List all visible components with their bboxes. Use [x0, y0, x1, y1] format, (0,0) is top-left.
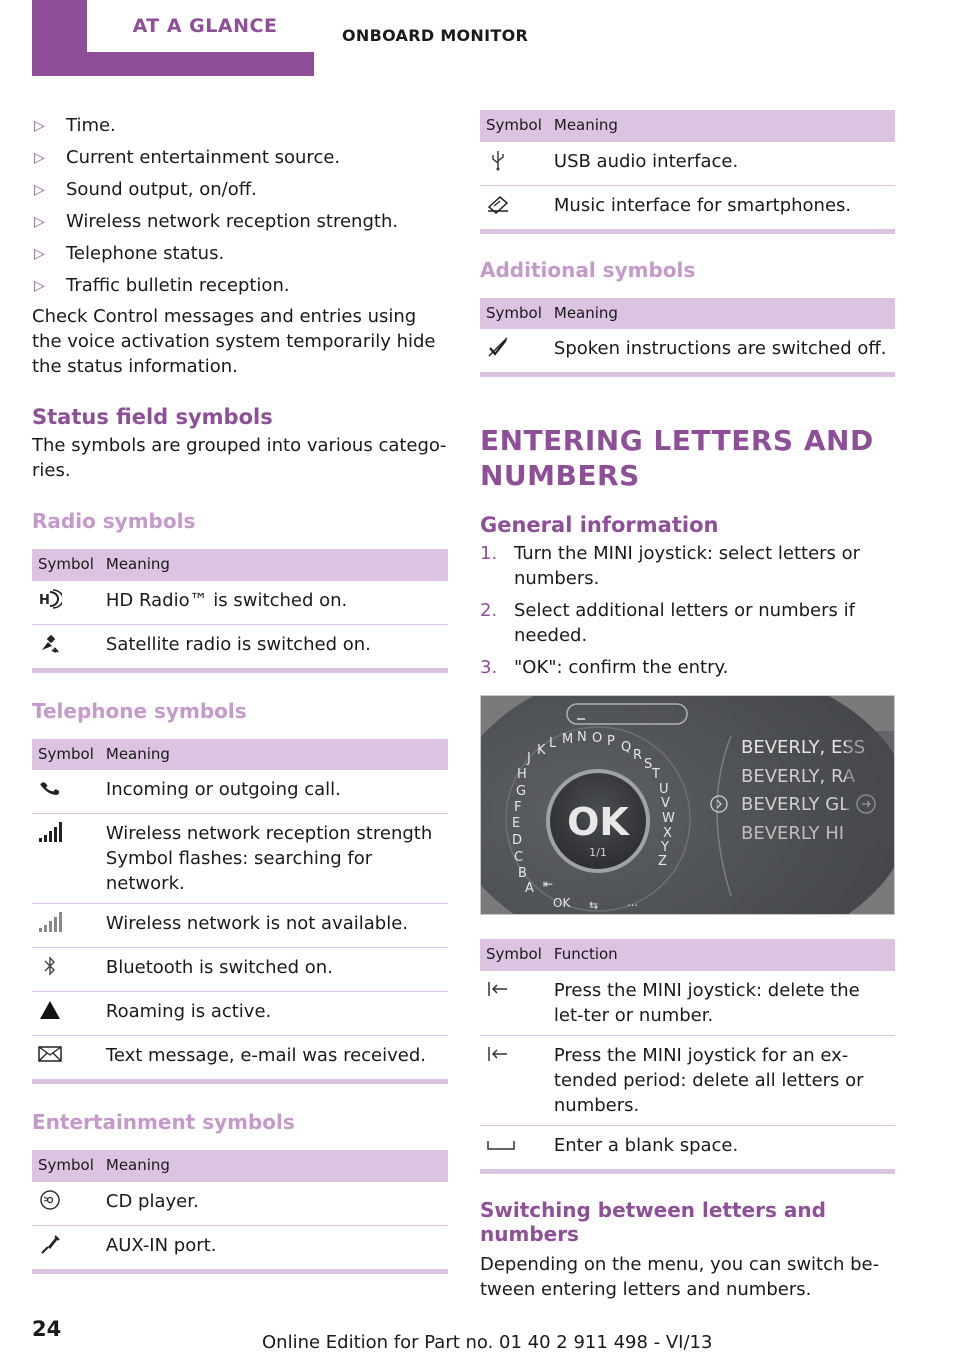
svg-text:M: M: [562, 732, 574, 747]
table-row: [32, 904, 448, 948]
table-row: [480, 185, 895, 231]
table-row: [480, 329, 895, 375]
col-header-symbol: Symbol: [480, 939, 548, 970]
svg-text:Y: Y: [661, 840, 669, 855]
table-row: [32, 1225, 448, 1271]
hd-radio-icon: [38, 588, 62, 610]
meaning-cell: Music interface for smartphones.: [548, 185, 895, 231]
delete-left-icon: [486, 1043, 510, 1065]
check-control-paragraph: Check Control messages and entries using the voice activation system temporarily hide the status information.: [32, 306, 436, 377]
list-item: ▷ Traffic bulletin reception.: [32, 270, 448, 302]
svg-text:D: D: [512, 833, 523, 848]
col-header-symbol: Symbol: [480, 110, 548, 141]
telephone-symbols-table: [32, 739, 448, 1085]
radio-symbols-table: [32, 549, 448, 673]
svg-text:N: N: [577, 730, 587, 745]
svg-text:R: R: [633, 748, 643, 763]
meaning-cell: AUX-IN port.: [100, 1225, 448, 1271]
svg-text:J: J: [527, 751, 531, 766]
list-item: ▷ Time.: [32, 110, 448, 142]
table-row: [32, 1181, 448, 1225]
svg-text:G: G: [516, 784, 527, 799]
bluetooth-icon: [38, 955, 62, 977]
table-row: [32, 992, 448, 1036]
svg-text:L: L: [549, 736, 557, 751]
table-row: [480, 141, 895, 185]
table-row: [32, 770, 448, 814]
svg-text:U: U: [659, 782, 669, 797]
svg-text:E: E: [512, 816, 521, 831]
meaning-cell: Spoken instructions are switched off.: [548, 329, 895, 375]
switch-mode-screen-icon: ⇆: [589, 899, 599, 912]
table-row: [480, 1125, 895, 1171]
list-item: BEVERLY, RA: [741, 766, 856, 787]
list-item: 1. Turn the MINI joystick: select letters or numbers.: [480, 543, 861, 589]
entertainment-symbols-heading: Entertainment symbols: [32, 1110, 295, 1134]
svg-text:C: C: [514, 850, 524, 865]
meaning-cell: Bluetooth is switched on.: [100, 948, 448, 992]
svg-text:K: K: [537, 743, 546, 758]
more-dots-screen-icon: …: [627, 896, 638, 909]
chapter-tab: [32, 0, 314, 76]
additional-symbols-heading: Additional symbols: [480, 257, 696, 282]
meaning-cell: Wireless network is not available.: [100, 904, 448, 948]
status-field-paragraph: The symbols are grouped into various catego‐ries.: [32, 435, 447, 481]
col-header-function: Function: [548, 939, 895, 970]
space-icon: [486, 1133, 516, 1155]
aux-plug-icon: [38, 1233, 62, 1255]
col-header-symbol: Symbol: [32, 1150, 100, 1181]
list-item: ▷ Telephone status.: [32, 238, 448, 270]
col-header-meaning: Meaning: [100, 1150, 448, 1181]
meaning-cell: Satellite radio is switched on.: [100, 624, 448, 670]
page-number: 24: [32, 1317, 62, 1341]
bullet-triangle-icon: ▷: [34, 278, 45, 294]
svg-text:V: V: [661, 796, 670, 811]
meaning-cell: Text message, e-mail was received.: [100, 1036, 448, 1082]
bullet-triangle-icon: ▷: [34, 246, 45, 262]
list-item: ▷ Wireless network reception strength.: [32, 206, 448, 238]
roaming-triangle-icon: [38, 999, 62, 1021]
additional-symbols-table: [480, 298, 895, 378]
list-item: ▷ Sound output, on/off.: [32, 174, 448, 206]
steps-list: [480, 541, 895, 680]
list-item: BEVERLY, ESS: [741, 737, 866, 758]
svg-text:S: S: [644, 757, 653, 772]
table-row: [32, 948, 448, 992]
letter-entry-screen-illustration: [481, 696, 895, 915]
speech-off-icon: [486, 336, 510, 358]
right-column: [480, 110, 895, 1302]
function-cell: Enter a blank space.: [548, 1125, 895, 1171]
bullet-triangle-icon: ▷: [34, 214, 45, 230]
function-cell: Press the MINI joystick: delete the let‐ter or number.: [548, 970, 895, 1035]
function-cell: Press the MINI joystick for an ex‐tended period: delete all letters or numbers.: [548, 1035, 895, 1125]
col-header-meaning: Meaning: [548, 298, 895, 329]
table-row: [480, 970, 895, 1035]
signal-strength-icon: [38, 821, 62, 843]
table-row: [32, 1036, 448, 1082]
col-header-symbol: Symbol: [32, 739, 100, 770]
meaning-cell: Incoming or outgoing call.: [100, 770, 448, 814]
fraction-label: 1/1: [589, 846, 607, 859]
svg-text:X: X: [663, 826, 672, 841]
letter-entry-screen-photo: [480, 695, 895, 915]
left-column: [32, 110, 448, 1274]
ok-label: OK: [567, 800, 629, 844]
meaning-cell: CD player.: [100, 1181, 448, 1225]
bullet-triangle-icon: ▷: [34, 118, 45, 134]
meaning-cell: Wireless network reception strength Symbol flashes: searching for network.: [100, 814, 448, 904]
delete-left-icon: [486, 978, 510, 1000]
switching-paragraph: Depending on the menu, you can switch be‐tween entering letters and numbers.: [480, 1253, 880, 1300]
svg-text:B: B: [518, 866, 527, 881]
col-header-meaning: Meaning: [100, 739, 448, 770]
meaning-cell: USB audio interface.: [548, 141, 895, 185]
meaning-cell: HD Radio™ is switched on.: [100, 580, 448, 624]
general-information-heading: General information: [480, 513, 719, 537]
meaning-cell: Roaming is active.: [100, 992, 448, 1036]
col-header-symbol: Symbol: [32, 549, 100, 580]
satellite-icon: [38, 632, 62, 654]
smartphone-music-icon: [486, 193, 510, 215]
table-row: [32, 580, 448, 624]
footer-edition: Online Edition for Part no. 01 40 2 911 498 - VI/13: [262, 1332, 713, 1353]
function-symbols-table: [480, 939, 895, 1174]
svg-text:T: T: [652, 767, 660, 782]
svg-text:W: W: [662, 811, 675, 826]
phone-handset-icon: [38, 777, 62, 799]
telephone-symbols-heading: Telephone symbols: [32, 698, 247, 723]
bullet-triangle-icon: ▷: [34, 150, 45, 166]
col-header-symbol: Symbol: [480, 298, 548, 329]
cd-icon: [38, 1189, 62, 1211]
usb-icon: [486, 149, 510, 171]
svg-text:A: A: [525, 881, 534, 896]
svg-text:Z: Z: [658, 854, 667, 869]
signal-empty-icon: [38, 911, 62, 933]
section-title: ONBOARD MONITOR: [342, 26, 529, 45]
svg-text:Q: Q: [621, 740, 632, 755]
svg-text:O: O: [592, 731, 603, 746]
svg-text:F: F: [514, 800, 522, 815]
chapter-tab-label: AT A GLANCE: [87, 0, 323, 52]
envelope-icon: [38, 1043, 62, 1065]
table-row: [32, 814, 448, 904]
list-item: ▷ Current entertainment source.: [32, 142, 448, 174]
table-row: [480, 1035, 895, 1125]
svg-text:P: P: [607, 734, 615, 749]
svg-text:H: H: [39, 592, 50, 608]
delete-left-screen-icon: ⇤: [543, 877, 554, 891]
list-item: BEVERLY HI: [741, 823, 845, 844]
bullet-triangle-icon: ▷: [34, 182, 45, 198]
entertainment-symbols-table: [32, 1150, 448, 1274]
entering-letters-heading: ENTERING LETTERS AND NUMBERS: [480, 424, 874, 492]
bottom-ok-label: OK: [553, 896, 571, 910]
col-header-meaning: Meaning: [548, 110, 895, 141]
radio-symbols-heading: Radio symbols: [32, 509, 196, 533]
interface-symbols-table: [480, 110, 895, 234]
svg-text:H: H: [517, 767, 527, 782]
switching-heading: Switching between letters and numbers: [480, 1197, 826, 1246]
status-bullet-list: [32, 110, 448, 302]
list-item: BEVERLY GL: [741, 794, 850, 815]
list-item: 3. "OK": confirm the entry.: [480, 657, 729, 678]
list-item: 2. Select additional letters or numbers if needed.: [480, 600, 855, 646]
col-header-meaning: Meaning: [100, 549, 448, 580]
status-field-heading: Status field symbols: [32, 405, 273, 429]
table-row: [32, 624, 448, 670]
